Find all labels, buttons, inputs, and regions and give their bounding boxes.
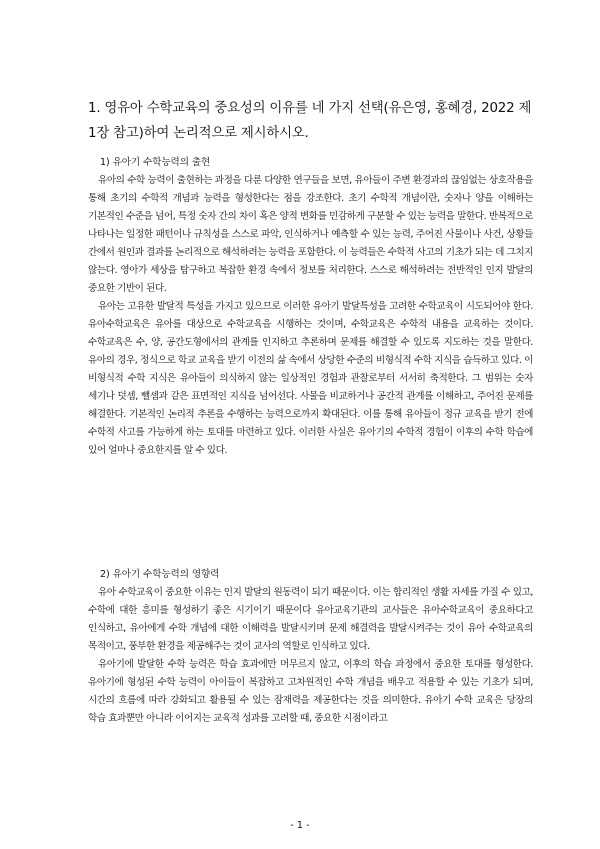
body-paragraph: 유아 수학교육이 중요한 이유는 인지 발달의 원동력이 되기 때문이다. 이는 합리적인 생활 자세를 가질 수 있고, 수학에 대한 흥미를 형성하기 좋은 시기이기 때문이다 유아교육기관의 교사들은 유아수학교육이 중요하다고 인식하고, 유아에게 수학 개념에 대한 이해력을 발달시키며 문제 해결력을 발달시켜주는 것이 유아 수학교육의 목적이고, 풍부한 환경을 제공해주는 것이 교사의 역할로 인식하고 있다.: [88, 587, 533, 652]
page-number: - 1 -: [290, 820, 310, 831]
section-heading: 2) 유아기 수학능력의 영향력: [100, 569, 220, 580]
question-title: 1. 영유아 수학교육의 중요성의 이유를 네 가지 선택(유은영, 홍혜경, 2022 제1장 참고)하여 논리적으로 제시하시오.: [88, 101, 532, 141]
body-paragraph: 유아는 고유한 발달적 특성을 가지고 있으므로 이러한 유아기 발달특성을 고려한 수학교육이 시도되어야 한다. 유아수학교육은 유아를 대상으로 수학교육을 시행하는 것이며, 수학교육은 수학적 내용을 교육하는 것이다. 수학교육은 수, 양, 공간도형에서의 관계를 인지하고 추론하며 문제를 해결할 수 있도록 지도하는 것을 말한다. 유아의 경우, 정식으로 학교 교육을 받기 이전의 삶 속에서 상당한 수준의 비형식적 수학 지식을 습득하고 있다. 이 비형식적 수학 지식은 유아들이 의식하지 않는 일상적인 경험과 관찰로부터 서서히 축적한다. 그 범위는 숫자 세기나 덧셈, 뺄셈과 같은 표면적인 지식을 넘어선다. 사물을 비교하거나 공간적 관계를 이해하고, 주어진 문제를 해결한다. 기본적인 논리적 추론을 수행하는 능력으로까지 확대된다. 이를 통해 유아들이 정규 교육을 받기 전에 수학적 사고를 가능하게 하는 토대를 마련하고 있다. 이러한 사실은 유아기의 수학적 경험이 이후의 수학 학습에 있어 얼마나 중요한지를 알 수 있다.: [88, 301, 533, 456]
body-paragraph: 유아의 수학 능력이 출현하는 과정을 다룬 다양한 연구들을 보면, 유아들이 주변 환경과의 끊임없는 상호작용을 통해 초기의 수학적 개념과 능력을 형성한다는 점을 강조한다. 초기 수학적 개념이란, 숫자나 양을 이해하는 기본적인 수준을 넘어, 특정 숫자 간의 차이 혹은 양적 변화를 민감하게 구분할 수 있는 능력을 말한다. 반복적으로 나타나는 일정한 패턴이나 규칙성을 스스로 파악, 인식하거나 예측할 수 있는 능력, 주어진 사물이나 사건, 상황들 간에서 원인과 결과를 논리적으로 해석하려는 능력을 포함한다. 이 능력들은 수학적 사고의 기초가 되는 데 그치지 않는다. 영아가 세상을 탐구하고 복잡한 환경 속에서 정보를 처리한다. 스스로 해석하려는 전반적인 인지 발달의 중요한 기반이 된다.: [88, 175, 533, 294]
body-paragraph: 유아기에 발달한 수학 능력은 학습 효과에만 머무르지 않고, 이후의 학습 과정에서 중요한 토대를 형성한다. 유아기에 형성된 수학 능력이 아이들이 복잡하고 고차원적인 수학 개념을 배우고 적용할 수 있는 기초가 되며, 시간의 흐름에 따라 강화되고 활용될 수 있는 잠재력을 제공한다는 것을 의미한다. 유아기 수학 교육은 당장의 학습 효과뿐만 아니라 이어지는 교육적 성과를 고려할 때, 중요한 시점이라고: [88, 659, 533, 724]
section-1: [88, 154, 533, 460]
section-2: [88, 566, 533, 728]
section-heading: 1) 유아기 수학능력의 출현: [100, 157, 211, 168]
